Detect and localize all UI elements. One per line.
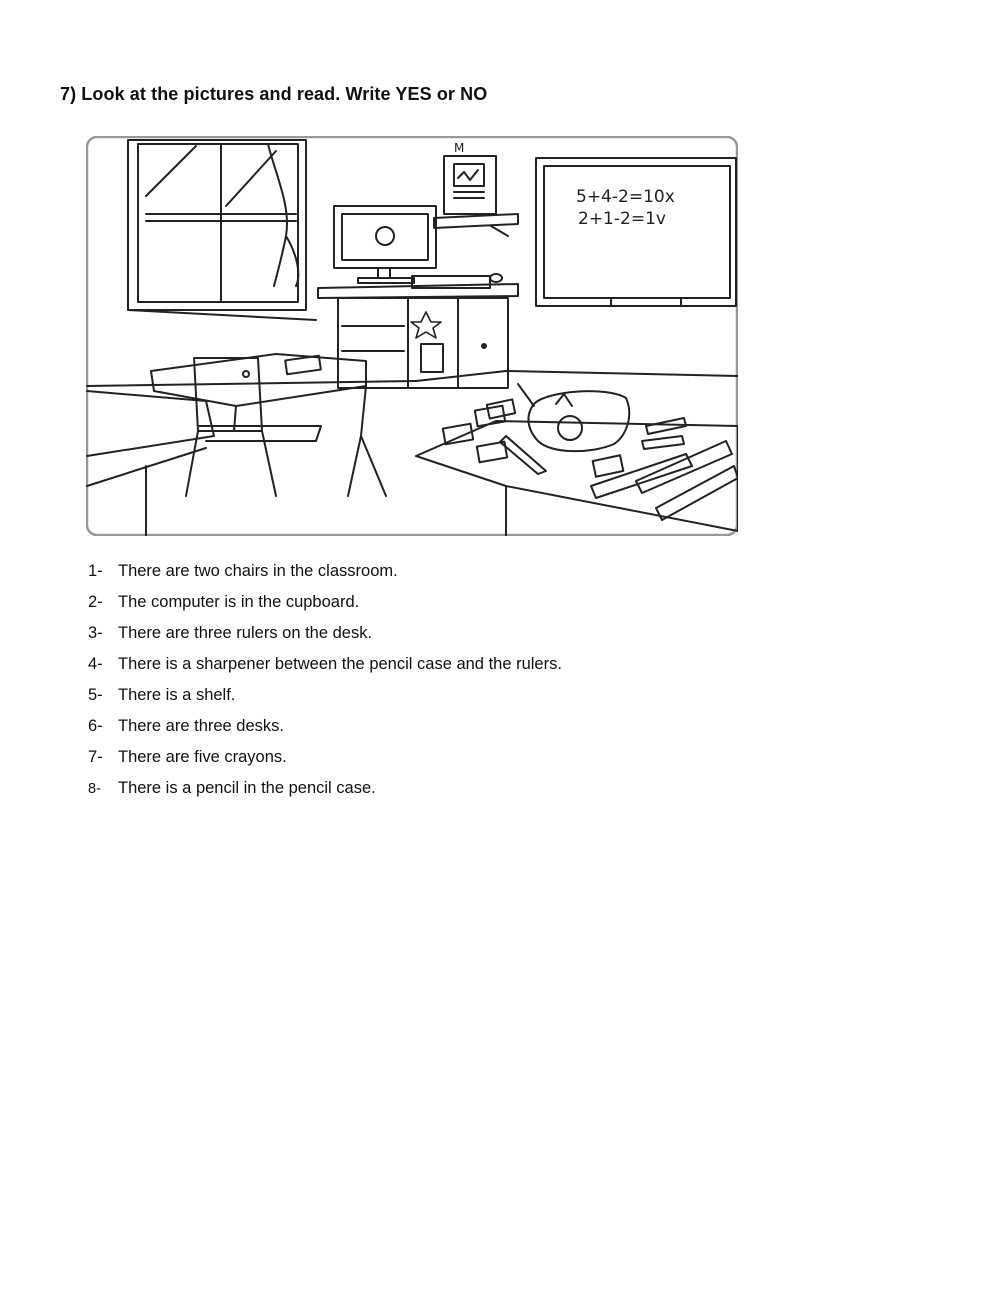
crayons	[642, 418, 686, 449]
list-item	[88, 593, 562, 624]
exercise-title: 7) Look at the pictures and read. Write YES or NO	[60, 84, 488, 104]
item-number: 6-	[88, 717, 103, 735]
item-number: 4-	[88, 655, 103, 673]
sharpener	[593, 455, 624, 476]
list-item	[88, 779, 562, 810]
list-item	[88, 624, 562, 655]
item-number: 7-	[88, 748, 103, 766]
statement-list	[88, 562, 562, 810]
item-text: There are five crayons.	[118, 748, 287, 766]
rulers	[591, 441, 738, 520]
list-item	[88, 686, 562, 717]
board-line-2: 2+1-2=1v	[578, 209, 666, 229]
shelf	[434, 141, 518, 236]
pencil-case	[518, 384, 629, 451]
item-text: There are two chairs in the classroom.	[118, 562, 398, 580]
item-text: There are three desks.	[118, 717, 284, 735]
front-left-desk	[87, 391, 214, 536]
list-item	[88, 717, 562, 748]
board-line-1: 5+4-2=10x	[576, 187, 675, 207]
blackboard	[536, 158, 736, 306]
window	[128, 140, 316, 320]
item-text: There is a shelf.	[118, 686, 236, 704]
item-number: 2-	[88, 593, 103, 611]
list-item	[88, 562, 562, 593]
item-text: There is a sharpener between the pencil case and the rulers.	[118, 655, 562, 673]
shelf-label: M	[454, 141, 465, 155]
item-number: 8-	[88, 781, 101, 797]
chair	[186, 358, 321, 496]
list-item	[88, 748, 562, 779]
item-text: There are three rulers on the desk.	[118, 624, 373, 642]
item-number: 3-	[88, 624, 103, 642]
classroom-picture	[86, 136, 738, 536]
computer	[334, 206, 502, 288]
item-text: There is a pencil in the pencil case.	[118, 779, 376, 797]
erasers	[443, 399, 515, 462]
list-item	[88, 655, 562, 686]
item-text: The computer is in the cupboard.	[118, 593, 360, 611]
item-number: 5-	[88, 686, 103, 704]
item-number: 1-	[88, 562, 103, 580]
